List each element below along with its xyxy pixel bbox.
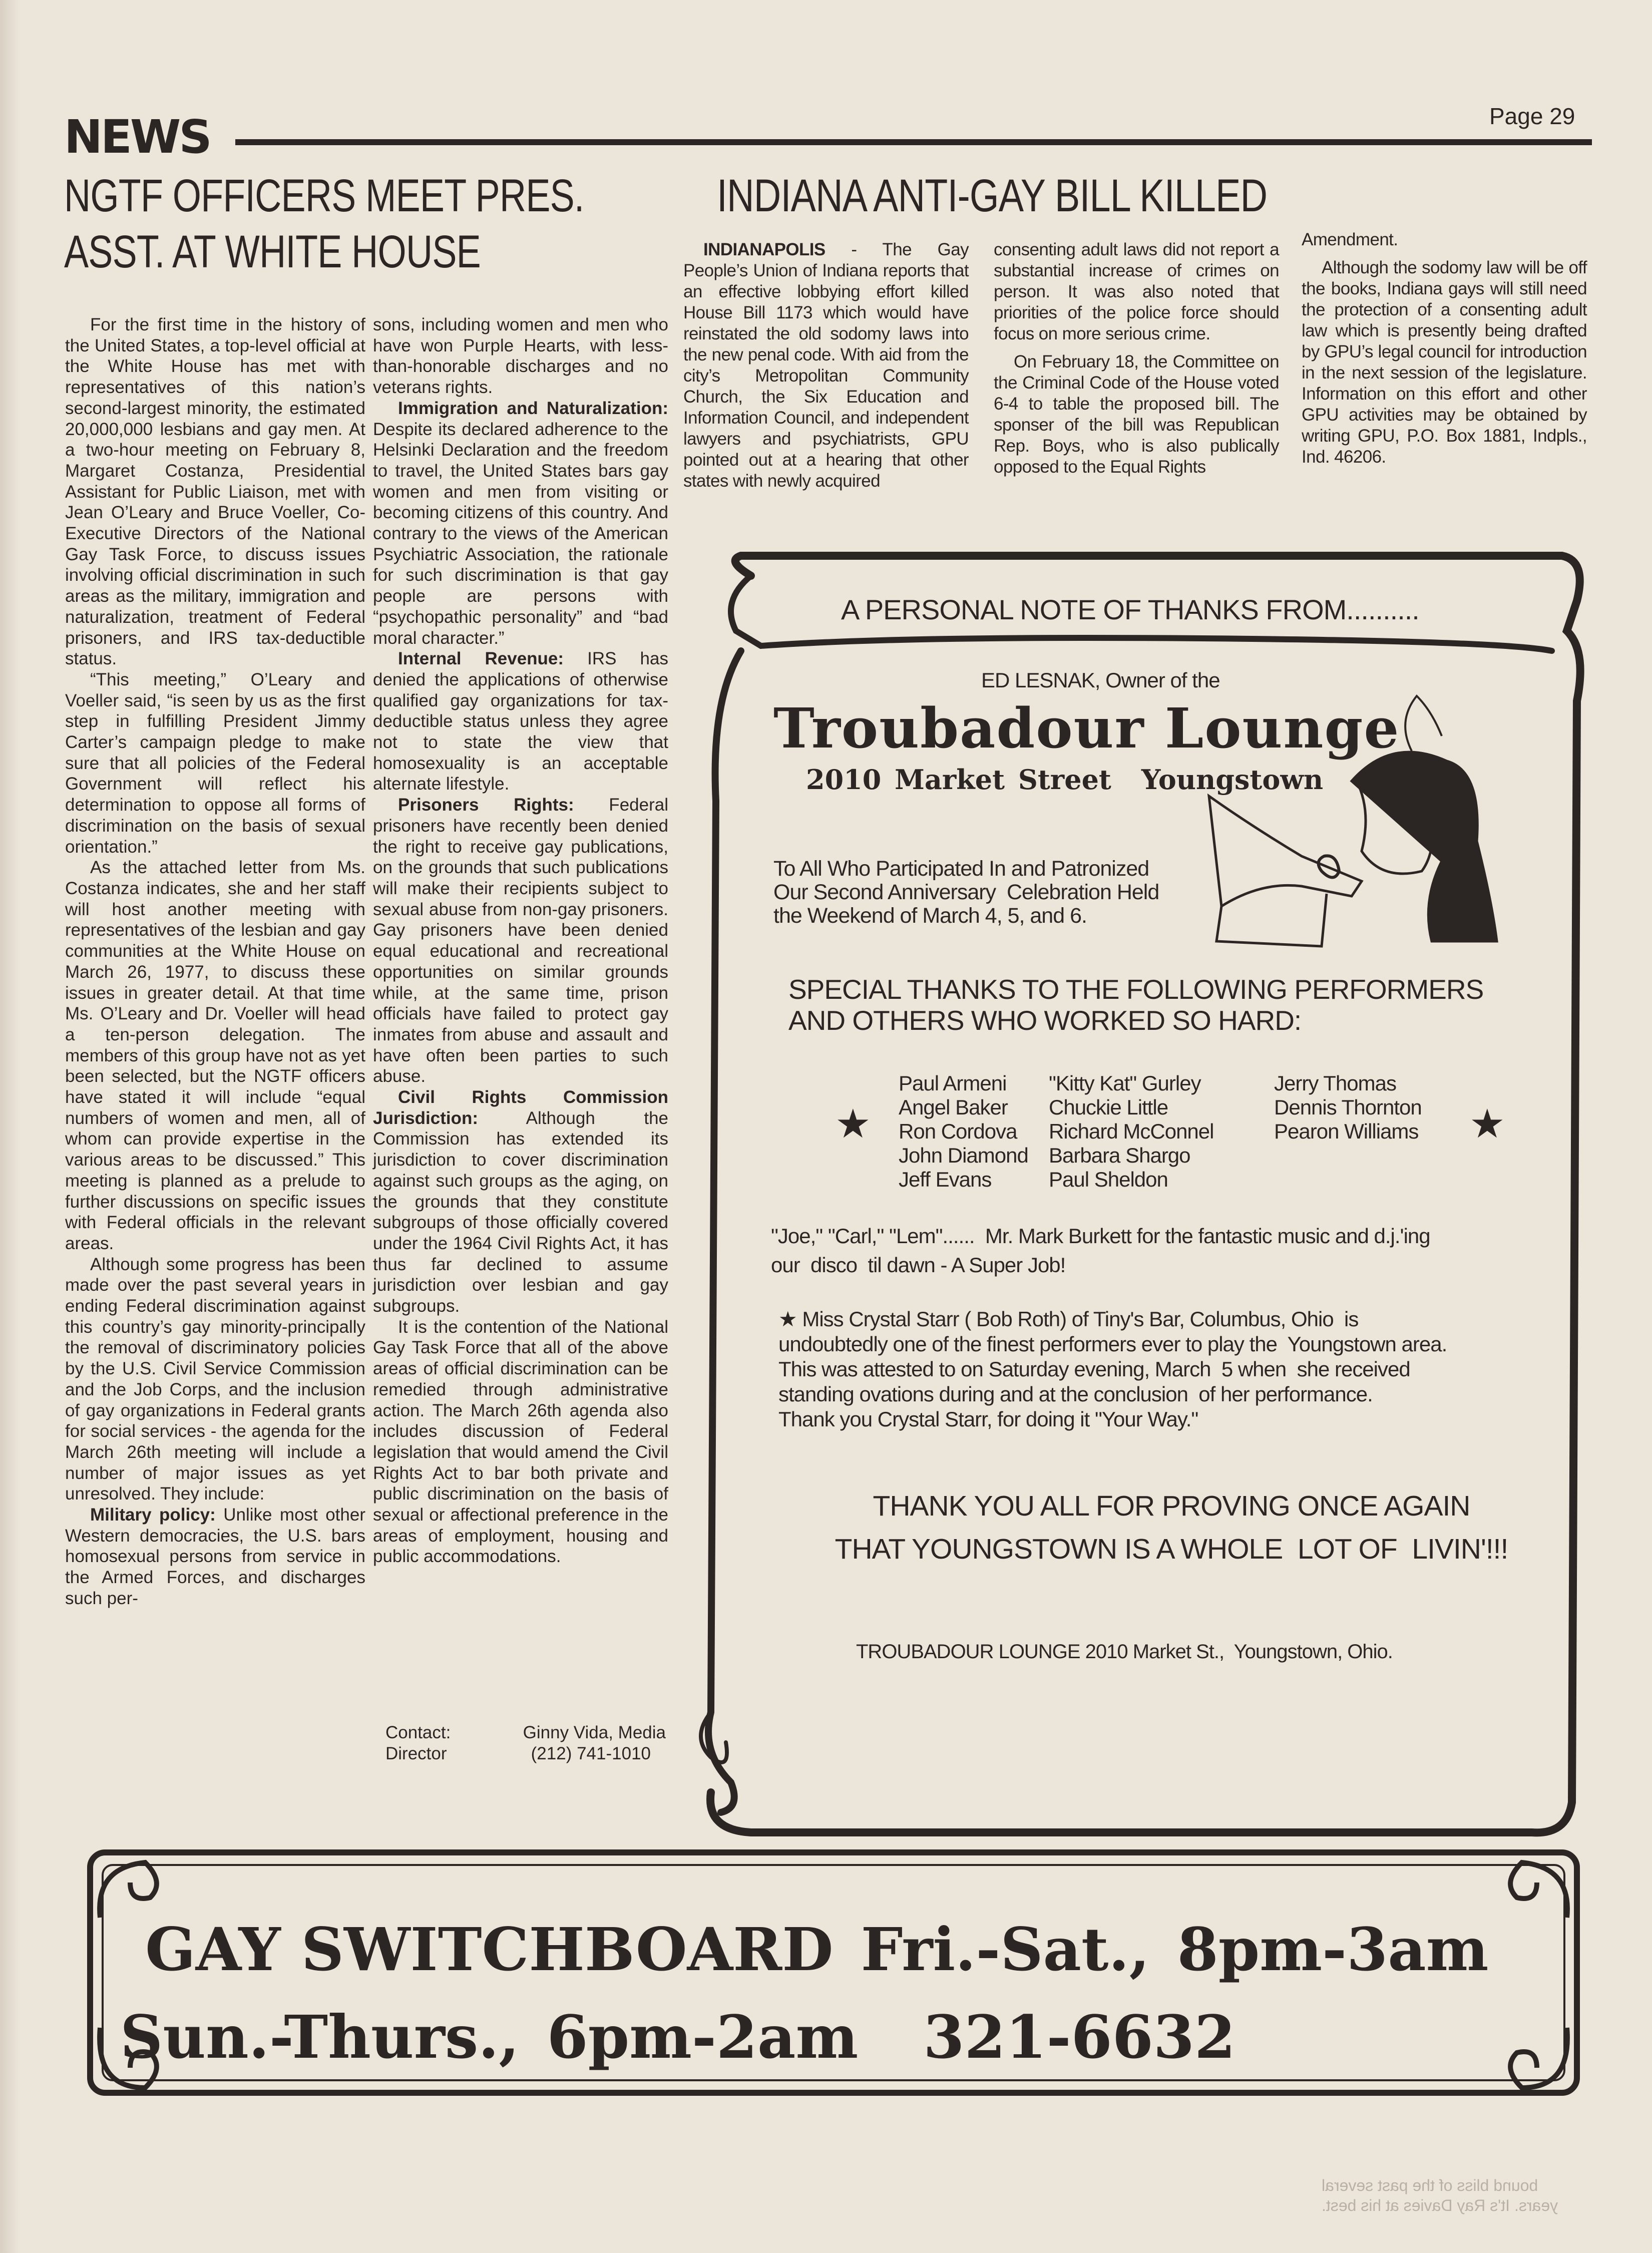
performer-name: "Kitty Kat" Gurley (1049, 1071, 1201, 1095)
paragraph-text: sons, including women and men who have won Purple Hearts, with less-than-honorable discharges and no veterans rights. (373, 315, 668, 398)
thank-you-line: THANK YOU ALL FOR PROVING ONCE AGAIN (873, 1490, 1470, 1522)
paragraph-text: consenting adult laws did not report a substantial increase of crimes on person. It was also noted that priorities of the police force should focus on more serious crime. (994, 240, 1279, 343)
paragraph-text: It is the contention of the National Gay Task Force that all of the above areas of official discrimination can be remedied through administrative action. The March 26th agenda also includes discussion of Federal legislation that would amend the Civil Rights Act to bar both private and public discrimination on the basis of sexual or affectional preference in the areas of employment, housing and public accommodations. (373, 1317, 668, 1567)
paragraph-text: Although the sodomy law will be off the books, Indiana gays will still need the protection of a consenting adult law which is presently being drafted by GPU’s legal council for introduction in the next session of the legislature. Information on this effort and other GPU activities may be obtained by writing GPU, P.O. Box 1881, Indpls., Ind. 46206. (1302, 258, 1587, 467)
ad-intro-line: the Weekend of March 4, 5, and 6. (773, 904, 1087, 928)
performer-name: Angel Baker (899, 1095, 1008, 1119)
paragraph-text: Unlike most other Western democracies, the U.S. bars homosexual persons from service in the Armed Forces, and discharges such per- (65, 1505, 365, 1608)
thank-you-line: THAT YOUNGSTOWN IS A WHOLE LOT OF LIVIN'!!! (835, 1533, 1508, 1565)
performer-name: Jerry Thomas (1274, 1071, 1396, 1095)
contact-title: Director (385, 1744, 447, 1763)
switchboard-phone: 321-6632 (923, 2002, 1236, 2072)
special-thanks-line: AND OTHERS WHO WORKED SO HARD: (788, 1005, 1302, 1036)
performer-name: Jeff Evans (899, 1168, 992, 1191)
bleed-line: years. It's Ray Davies at his best. (1322, 2196, 1558, 2214)
paragraph-text: As the attached letter from Ms. Costanza indicates, she and her staff will host another meeting with representatives of the lesbian and gay communities at the White House on March 26, 1977, to discuss these issues in greater detail. At that time Ms. O’Leary and Dr. Voeller will head a ten-person delegation. The members of this group have not as yet been selected, but the NGTF officers have stated it will include “equal numbers of women and men, all of whom can provide expertise in the various areas to be discussed.” This meeting is planned as a prelude to further discussions on specific issues with Federal officials in the relevant areas. (65, 858, 365, 1253)
ad-owner-line: ED LESNAK, Owner of the (981, 668, 1220, 692)
paragraph-text: “This meeting,” O’Leary and Voeller said, “is seen by us as the first step in fulfilling President Jimmy Carter’s campaign pledge to make sure that all policies of the Federal Government will reflect his determination to oppose all forms of discrimination on the basis of sexual orientation.” (65, 669, 365, 857)
contact-phone: (212) 741-1010 (531, 1744, 651, 1763)
star-icon: ★ (835, 1101, 871, 1146)
dj-line: "Joe," "Carl," "Lem"...... Mr. Mark Burkett for the fantastic music and d.j.'ing (771, 1224, 1430, 1248)
bleed-line: bound bliss of the past several (1322, 2176, 1538, 2194)
ad-lounge-name: Troubadour Lounge (773, 696, 1400, 761)
crystal-line: This was attested to on Saturday evening, March 5 when she received (778, 1357, 1410, 1381)
ad-intro-line: Our Second Anniversary Celebration Held (773, 880, 1159, 904)
crystal-line: Miss Crystal Starr ( Bob Roth) of Tiny's Bar, Columbus, Ohio is (802, 1307, 1359, 1331)
disco-line: our disco til dawn - A Super Job! (771, 1253, 1066, 1277)
weekday-hours: 6pm-2am (547, 2002, 859, 2072)
weekday-days: Sun.-Thurs., (120, 2002, 520, 2072)
paragraph-lead: Internal Revenue: (398, 649, 564, 669)
paragraph-text: On February 18, the Committee on the Criminal Code of the House voted 6-4 to table the proposed bill. The sponser of the bill was Republican Rep. Boys, who is also publically opposed to the Equal Rights (994, 352, 1279, 477)
performer-name: Pearon Williams (1274, 1119, 1419, 1143)
switchboard-name: GAY SWITCHBOARD (145, 1915, 834, 1984)
switchboard-line-1 (145, 1915, 1516, 1984)
paragraph-lead: Civil Rights Commission Jurisdiction: (373, 1087, 668, 1128)
paragraph-text: Federal prisoners have recently been denied the right to receive gay publications, on the grounds that such publications will make their recipients subject to sexual abuse from non-gay prisoners. Gay prisoners have been denied equal educational and recreational opportunities on similar grounds while, at the same time, prison officials have failed to protect gay inmates from abuse and assault and have often been parties to such abuse. (373, 795, 668, 1086)
star-icon: ★ (778, 1307, 797, 1331)
ad-footer: TROUBADOUR LOUNGE 2010 Market St., Youngstown, Ohio. (856, 1641, 1393, 1663)
weekend-hours: 8pm-3am (1177, 1915, 1489, 1984)
switchboard-line-2 (120, 2002, 1263, 2072)
performer-name: Dennis Thornton (1274, 1095, 1422, 1119)
paragraph-text: IRS has denied the applications of otherwise qualified gay organizations for tax-deductible status unless they agree not to state the view that homosexuality is an acceptable alternate lifestyle. (373, 649, 668, 794)
paragraph-lead: Military policy: (90, 1505, 216, 1525)
star-icon: ★ (1469, 1101, 1505, 1146)
performer-name: John Diamond (899, 1144, 1028, 1167)
paragraph-lead: Immigration and Naturalization: (398, 398, 668, 418)
article2-headline: INDIANA ANTI-GAY BILL KILLED (717, 170, 1268, 221)
performer-name: Paul Sheldon (1049, 1168, 1168, 1191)
paragraph-lead: INDIANAPOLIS (703, 240, 825, 259)
ad-city: Youngstown (1141, 764, 1324, 796)
crystal-line: standing ovations during and at the conclusion of her performance. (778, 1382, 1373, 1406)
headline-line: NGTF OFFICERS MEET PRES. (64, 170, 584, 221)
paragraph-text: Despite its declared adherence to the Helsinki Declaration and the freedom to travel, the United States bars gay women and men from visiting or becoming citizens of this country. And contrary to the views of the American Psychiatric Association, the rationale for such discrimination is that gay people are persons with “psychopathic personality” and “bad moral character.” (373, 419, 668, 648)
ad-note-from: A PERSONAL NOTE OF THANKS FROM.......... (841, 594, 1419, 625)
paragraph-text: Although some progress has been made over the past several years in ending Federal discrimination against this country’s gay minority-principally the removal of discriminatory policies by the U.S. Civil Service Commission and the Job Corps, and the inclusion of gay organizations in Federal grants for social services - the agenda for the March 26th meeting will include a number of major issues as yet unresolved. They include: (65, 1254, 365, 1504)
weekend-days: Fri.-Sat., (861, 1915, 1150, 1984)
section-label: NEWS (64, 110, 210, 164)
paragraph-lead: Prisoners Rights: (398, 795, 574, 815)
performer-name: Richard McConnel (1049, 1119, 1214, 1143)
contact-label: Contact: (385, 1723, 451, 1742)
performer-name: Barbara Shargo (1049, 1144, 1190, 1167)
headline-line: ASST. AT WHITE HOUSE (64, 226, 481, 277)
performer-name: Paul Armeni (899, 1071, 1007, 1095)
page-number: Page 29 (1489, 103, 1575, 129)
performer-name: Ron Cordova (899, 1119, 1017, 1143)
ad-intro-line: To All Who Participated In and Patronized (773, 857, 1149, 881)
paragraph-text: - The Gay People’s Union of Indiana reports that an effective lobbying effort killed House Bill 1173 which would have reinstated the old sodomy laws into the new penal code. With aid from the city’s Metropolitan Community Church, the Six Education and Information Council, and independent lawyers and psychiatrists, GPU pointed out at a hearing that other states with newly acquired (683, 240, 969, 491)
contact-name: Ginny Vida, Media (523, 1723, 666, 1742)
performer-name: Chuckie Little (1049, 1095, 1168, 1119)
bleed-through-text (1322, 2175, 1602, 2215)
crystal-line: undoubtedly one of the finest performers ever to play the Youngstown area. (778, 1332, 1447, 1356)
paragraph-text: Although the Commission has extended its jurisdiction to cover discrimination against such groups as the aging, on the grounds that they constitute subgroups of those officially covered under the 1964 Civil Rights Act, it has thus far declined to assume jurisdiction over lesbian and gay subgroups. (373, 1108, 668, 1316)
special-thanks-line: SPECIAL THANKS TO THE FOLLOWING PERFORMERS (788, 974, 1484, 1005)
paragraph-text: Amendment. (1302, 230, 1398, 249)
crystal-line: Thank you Crystal Starr, for doing it "Your Way." (778, 1407, 1198, 1431)
ad-street: 2010 Market Street (806, 764, 1111, 796)
paragraph-text: For the first time in the history of the United States, a top-level official at the White House has met with representatives of this nation’s second-largest minority, the estimated 20,000,000 lesbians and gay men. At a two-hour meeting on February 8, Margaret Costanza, Presidential Assistant for Public Liaison, met with Jean O’Leary and Bruce Voeller, Co-Executive Directors of the National Gay Task Force, to discuss issues involving official discrimination in such areas as the military, immigration and naturalization, treatment of Federal prisoners, and IRS tax-deductible status. (65, 315, 365, 669)
